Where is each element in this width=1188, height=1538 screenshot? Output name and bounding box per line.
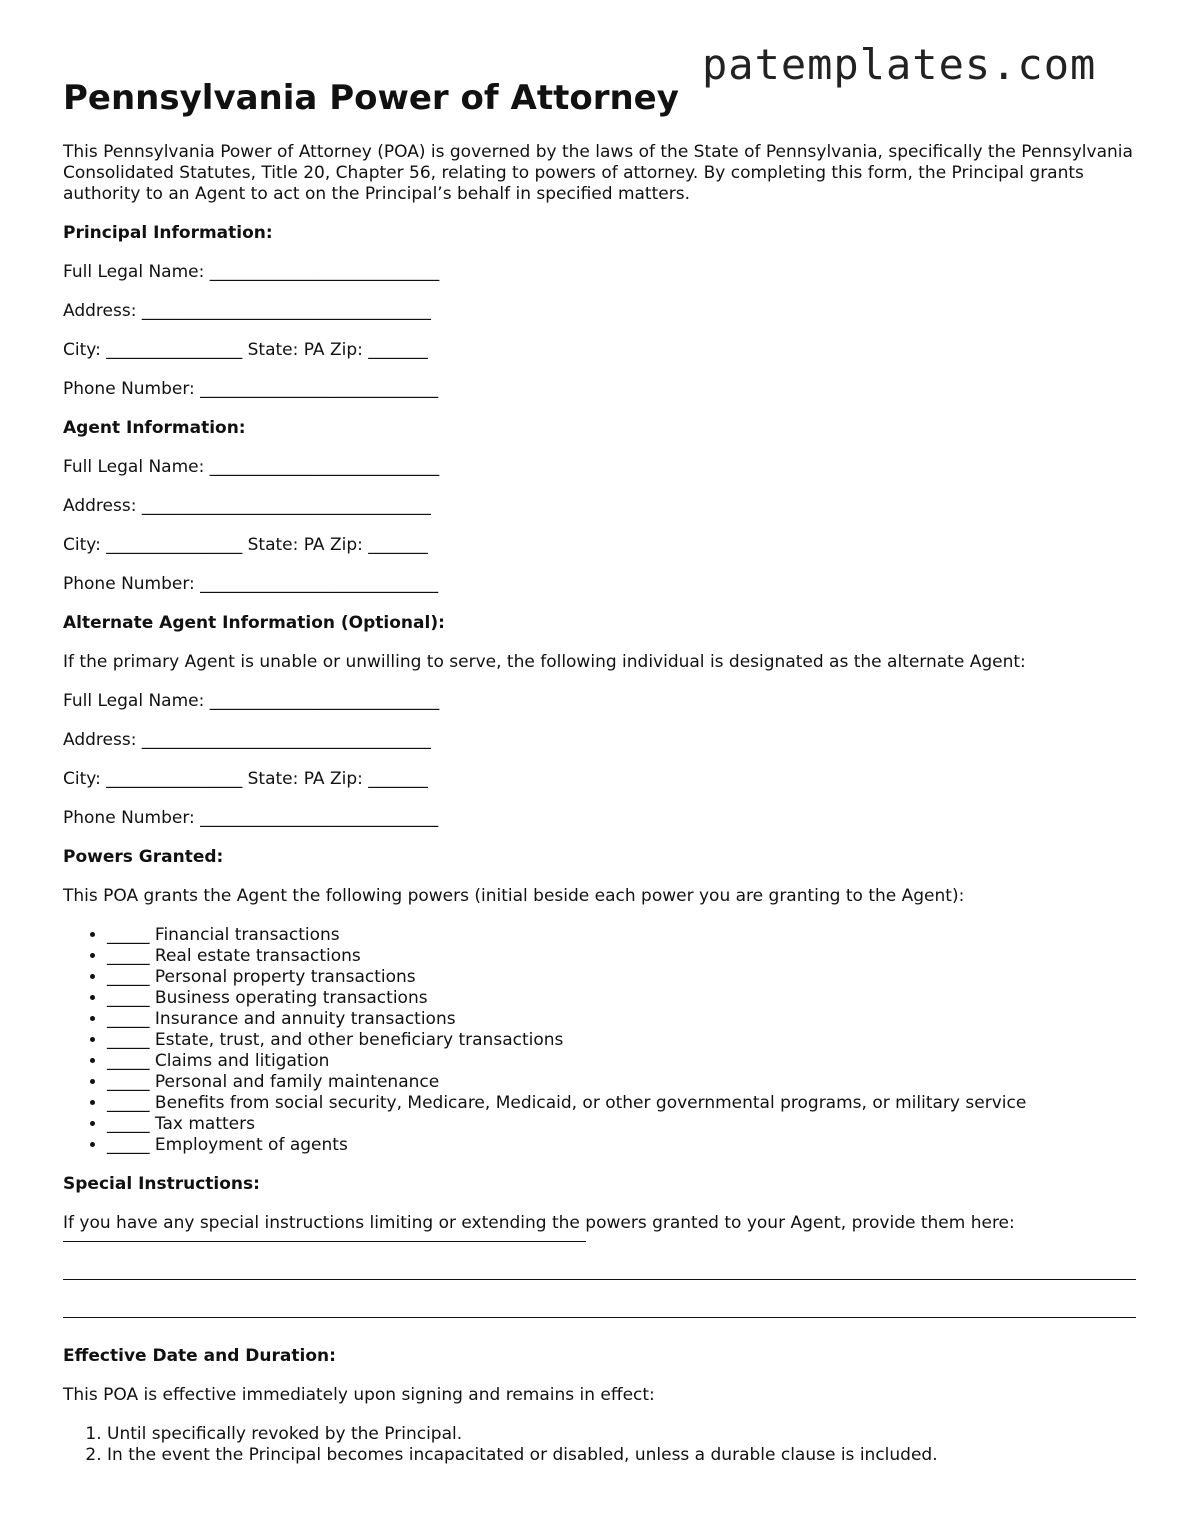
document-body bbox=[63, 76, 1138, 1466]
power-item[interactable]: • _____ Personal and family maintenance bbox=[107, 1072, 1138, 1093]
power-item[interactable]: • _____ Benefits from social security, Medicare, Medicaid, or other governmental programs, or military service bbox=[107, 1093, 1138, 1114]
power-item[interactable]: • _____ Real estate transactions bbox=[107, 946, 1138, 967]
power-item[interactable]: • _____ Employment of agents bbox=[107, 1135, 1138, 1156]
agent-heading: Agent Information: bbox=[63, 418, 246, 438]
special-instructions-heading: Special Instructions: bbox=[63, 1174, 260, 1194]
alternate-city-state-zip-field[interactable]: City: ________________ State: PA Zip: _______ bbox=[63, 769, 428, 789]
effective-conditions-list bbox=[63, 1424, 1138, 1466]
power-item[interactable]: • _____ Financial transactions bbox=[107, 925, 1138, 946]
document-title: Pennsylvania Power of Attorney bbox=[63, 78, 679, 118]
alternate-phone-field[interactable]: Phone Number: ____________________________ bbox=[63, 808, 439, 828]
special-instructions-description: If you have any special instructions limiting or extending the powers granted to your Agent, provide them here: bbox=[63, 1213, 1015, 1233]
alternate-agent-heading: Alternate Agent Information (Optional): bbox=[63, 613, 445, 633]
power-item[interactable]: • _____ Business operating transactions bbox=[107, 988, 1138, 1009]
principal-city-state-zip-field[interactable]: City: ________________ State: PA Zip: _______ bbox=[63, 340, 428, 360]
agent-city-state-zip-field[interactable]: City: ________________ State: PA Zip: _______ bbox=[63, 535, 428, 555]
agent-address-field[interactable]: Address: __________________________________ bbox=[63, 496, 431, 516]
alternate-name-field[interactable]: Full Legal Name: ___________________________ bbox=[63, 691, 440, 711]
special-instructions-line[interactable] bbox=[63, 1317, 1136, 1318]
power-item[interactable]: • _____ Personal property transactions bbox=[107, 967, 1138, 988]
alternate-agent-description: If the primary Agent is unable or unwilling to serve, the following individual is designated as the alternate Agent: bbox=[63, 652, 1026, 672]
effective-heading: Effective Date and Duration: bbox=[63, 1346, 336, 1366]
agent-phone-field[interactable]: Phone Number: ____________________________ bbox=[63, 574, 439, 594]
special-instructions-line[interactable] bbox=[63, 1241, 586, 1242]
power-item[interactable]: • _____ Estate, trust, and other beneficiary transactions bbox=[107, 1030, 1138, 1051]
power-item[interactable]: • _____ Tax matters bbox=[107, 1114, 1138, 1135]
intro-paragraph: This Pennsylvania Power of Attorney (POA) is governed by the laws of the State of Pennsylvania, specifically the Pennsylvania Consolidated Statutes, Title 20, Chapter 56, relating to powers of attorney. By completing this form, the Principal grants authority to an Agent to act on the Principal’s behalf in specified matters. bbox=[63, 142, 1133, 204]
effective-condition: 2. In the event the Principal becomes incapacitated or disabled, unless a durable clause is included. bbox=[107, 1445, 1138, 1466]
special-instructions-line[interactable] bbox=[63, 1279, 1136, 1280]
principal-heading: Principal Information: bbox=[63, 223, 273, 243]
principal-name-field[interactable]: Full Legal Name: ___________________________ bbox=[63, 262, 440, 282]
powers-heading: Powers Granted: bbox=[63, 847, 224, 867]
powers-list bbox=[63, 925, 1138, 1156]
power-item[interactable]: • _____ Claims and litigation bbox=[107, 1051, 1138, 1072]
effective-description: This POA is effective immediately upon signing and remains in effect: bbox=[63, 1385, 655, 1405]
powers-description: This POA grants the Agent the following powers (initial beside each power you are granting to the Agent): bbox=[63, 886, 965, 906]
effective-condition: 1. Until specifically revoked by the Principal. bbox=[107, 1424, 1138, 1445]
alternate-address-field[interactable]: Address: __________________________________ bbox=[63, 730, 431, 750]
principal-phone-field[interactable]: Phone Number: ____________________________ bbox=[63, 379, 439, 399]
agent-name-field[interactable]: Full Legal Name: ___________________________ bbox=[63, 457, 440, 477]
watermark: patemplates.com bbox=[702, 40, 1097, 89]
principal-address-field[interactable]: Address: __________________________________ bbox=[63, 301, 431, 321]
power-item[interactable]: • _____ Insurance and annuity transactions bbox=[107, 1009, 1138, 1030]
